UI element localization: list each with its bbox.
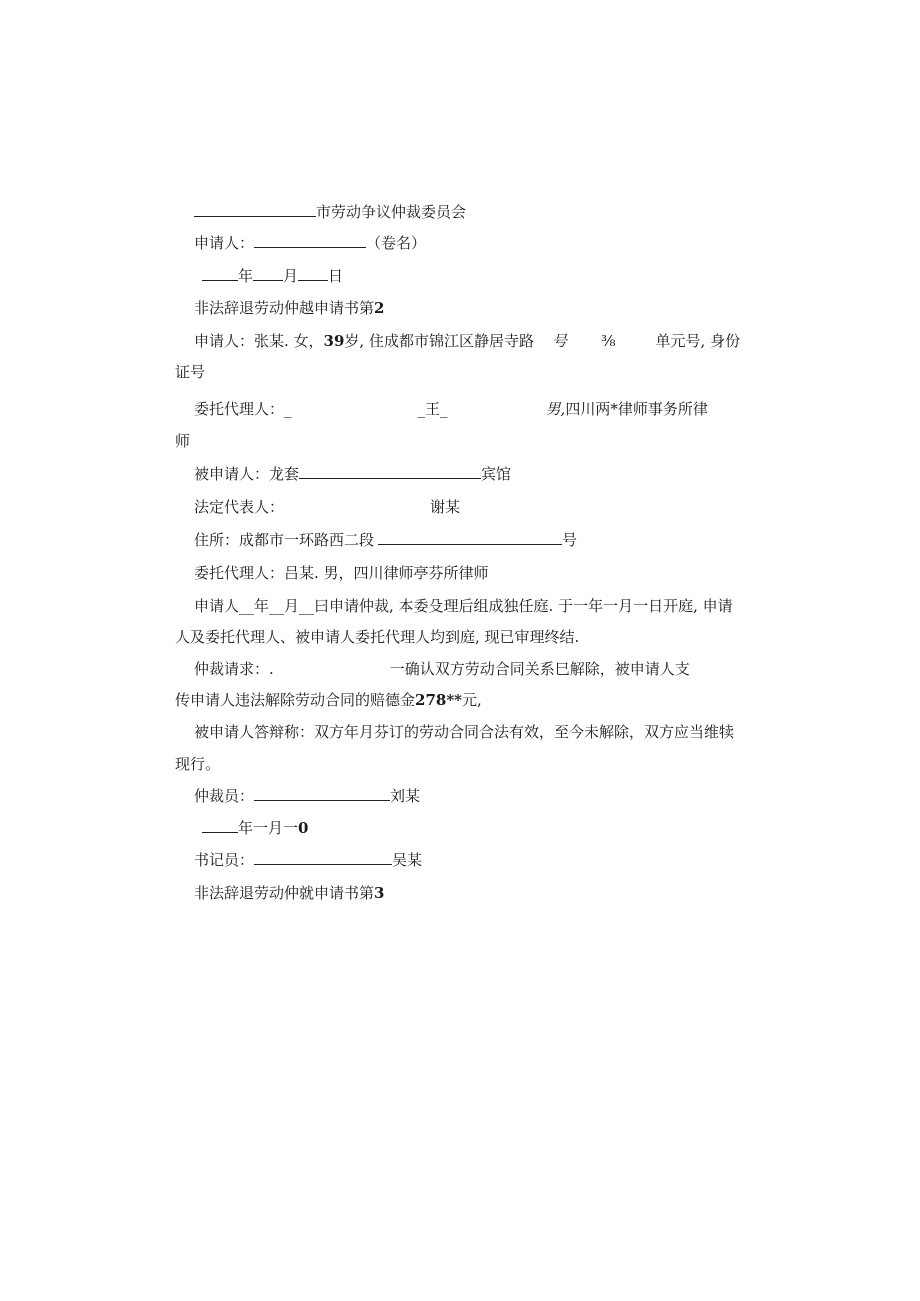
address-line: 住所：成都市一环路西二段 号 (194, 531, 578, 549)
section-title-3: 非法辞退劳动仲就申请书第3 (194, 884, 385, 902)
committee-name: 市劳动争议仲裁委员会 (316, 203, 467, 221)
date-line: 年 月 日 (202, 266, 343, 286)
request-line-cont: 传申请人违法解除劳动合同的赔德金278**元, (175, 691, 482, 709)
committee-line (194, 202, 466, 222)
defense-line-cont: 现行。 (175, 755, 221, 773)
applicant-line-cont: 证号 (175, 363, 206, 381)
blank-field (254, 233, 366, 248)
blank-field (194, 202, 316, 217)
request-line: 仲裁请求：. 一确认双方劳动合同关系巳解除，被申请人支 (194, 660, 690, 678)
respondent-agent-line: 委托代理人：吕某. 男，四川律师亭芬所律师 (194, 564, 489, 582)
section-title-2: 非法辞退劳动仲越申请书第2 (194, 299, 385, 317)
applicant-signature-line: 申请人： （卷名） (194, 234, 427, 252)
agent-line-cont: 师 (175, 432, 191, 450)
arbitrator-line: 仲裁员： 刘某 (194, 787, 421, 805)
date-line-2: 年一月一0 (202, 818, 308, 838)
hearing-paragraph-cont: 人及委托代理人、被申请人委托代理人均到庭, 现已审理终结. (175, 628, 580, 646)
hearing-paragraph: 申请人__年__月__曰申请仲裁, 本委殳理后组成独任庭. 于一年一月一日开庭, 申请 (194, 597, 733, 615)
defense-line: 被申请人答辩称：双方年月芬订的劳动合同合法有效，至今未解除，双方应当维犊 (194, 723, 735, 741)
agent-line: 委托代理人：_ _王_ 男,四川两*律师事务所律 (194, 400, 708, 418)
clerk-line: 书记员： 吴某 (194, 851, 423, 869)
legal-rep-line: 法定代表人： 谢某 (194, 498, 461, 516)
respondent-line: 被申请人：龙套 宾馆 (194, 465, 512, 483)
applicant-line: 申请人：张某. 女，39岁, 住成都市锦江区静居寺路 号 ⅜ 单元号, 身份 (194, 332, 741, 350)
